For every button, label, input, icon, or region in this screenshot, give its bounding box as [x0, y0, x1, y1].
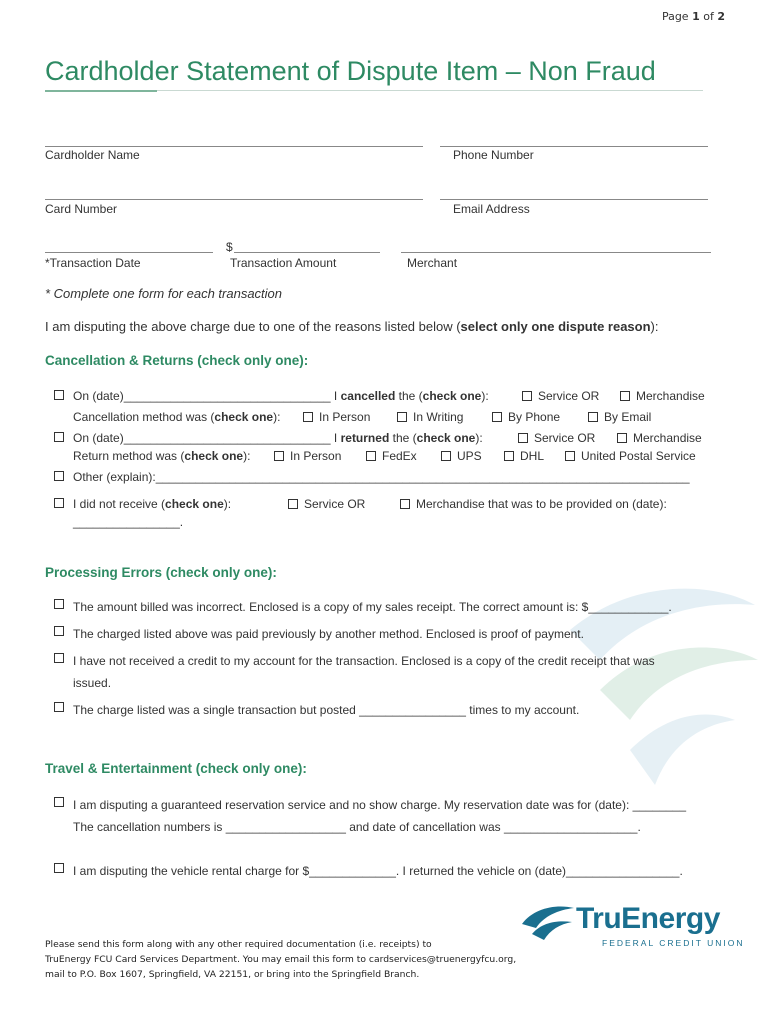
cancelled-line: On (date)_______________________________ I cancelled the (check one):: [73, 389, 489, 403]
other-checkbox[interactable]: [54, 471, 64, 481]
cardholder-name-line[interactable]: [45, 146, 423, 147]
not-received-date-line: ________________.: [73, 515, 184, 529]
footer-line-2: TruEnergy FCU Card Services Department. You may email this form to cardservices@truenergyfcu.org,: [45, 954, 517, 965]
not-received-merchandise-option[interactable]: Merchandise that was to be provided on (date):: [400, 497, 667, 511]
by-email-checkbox[interactable]: [588, 412, 598, 422]
cancelled-service-option[interactable]: Service OR: [522, 389, 599, 403]
cancellation-returns-heading: Cancellation & Returns (check only one):: [45, 353, 309, 368]
credit-not-received-checkbox[interactable]: [54, 653, 64, 663]
returned-line: On (date)_______________________________ I returned the (check one):: [73, 431, 483, 445]
complete-one-form-note: * Complete one form for each transaction: [45, 286, 283, 301]
by-phone-checkbox[interactable]: [492, 412, 502, 422]
vehicle-rental-checkbox[interactable]: [54, 863, 64, 873]
vehicle-rental-text: I am disputing the vehicle rental charge for $_____________. I returned the vehicle on (date)_________________.: [73, 864, 683, 878]
reservation-checkbox[interactable]: [54, 797, 64, 807]
not-received-line: I did not receive (check one):: [73, 497, 232, 511]
not-received-checkbox[interactable]: [54, 498, 64, 508]
cancelled-merchandise-option[interactable]: Merchandise: [620, 389, 705, 403]
footer-line-1: Please send this form along with any other required documentation (i.e. receipts) to: [45, 939, 432, 950]
dhl-checkbox[interactable]: [504, 451, 514, 461]
footer-instructions: [45, 937, 565, 982]
logo-swoosh-icon: [518, 902, 576, 942]
transaction-date-line[interactable]: [45, 252, 213, 253]
form-title: Cardholder Statement of Dispute Item – Non Fraud: [45, 56, 656, 86]
dispute-intro: I am disputing the above charge due to one of the reasons listed below (select only one dispute reason):: [45, 319, 659, 334]
posted-multiple-checkbox[interactable]: [54, 702, 64, 712]
transaction-amount-label: Transaction Amount: [230, 256, 337, 270]
return-method-label: Return method was (check one):: [73, 449, 251, 463]
credit-not-received-text: I have not received a credit to my account for the transaction. Enclosed is a copy of the credit receipt that was: [73, 654, 655, 668]
watermark-swoosh: [560, 560, 760, 795]
method-by-email[interactable]: By Email: [588, 410, 651, 424]
merchandise-checkbox[interactable]: [617, 433, 627, 443]
service-checkbox[interactable]: [288, 499, 298, 509]
phone-number-line[interactable]: [440, 146, 708, 147]
transaction-amount-line[interactable]: [234, 252, 380, 253]
in-person-checkbox[interactable]: [303, 412, 313, 422]
title-underline-accent: [45, 90, 157, 92]
return-ups[interactable]: UPS: [441, 449, 482, 463]
logo-subtitle: FEDERAL CREDIT UNION: [602, 938, 745, 948]
merchant-label: Merchant: [407, 256, 458, 270]
returned-merchandise-option[interactable]: Merchandise: [617, 431, 702, 445]
method-in-writing[interactable]: In Writing: [397, 410, 463, 424]
cancellation-method-label: Cancellation method was (check one):: [73, 410, 281, 424]
return-in-person[interactable]: In Person: [274, 449, 341, 463]
in-person-checkbox[interactable]: [274, 451, 284, 461]
in-writing-checkbox[interactable]: [397, 412, 407, 422]
footer-line-3: mail to P.O. Box 1607, Springfield, VA 22151, or bring into the Springfield Branch.: [45, 969, 420, 980]
cancellation-numbers-text: The cancellation numbers is __________________ and date of cancellation was ____________________.: [73, 820, 641, 834]
merchandise-checkbox[interactable]: [400, 499, 410, 509]
card-number-line[interactable]: [45, 199, 423, 200]
posted-multiple-text: The charge listed was a single transaction but posted ________________ times to my account.: [73, 703, 580, 717]
service-checkbox[interactable]: [522, 391, 532, 401]
logo-name: TruEnergy: [576, 902, 720, 935]
email-address-label: Email Address: [453, 202, 530, 216]
phone-number-label: Phone Number: [453, 148, 534, 162]
return-dhl[interactable]: DHL: [504, 449, 544, 463]
return-usps[interactable]: United Postal Service: [565, 449, 696, 463]
transaction-date-label: *Transaction Date: [45, 256, 141, 270]
amount-incorrect-text: The amount billed was incorrect. Enclosed is a copy of my sales receipt. The correct amount is: $____________.: [73, 600, 672, 614]
paid-previously-checkbox[interactable]: [54, 626, 64, 636]
returned-checkbox[interactable]: [54, 432, 64, 442]
travel-entertainment-heading: Travel & Entertainment (check only one):: [45, 761, 307, 776]
card-number-label: Card Number: [45, 202, 118, 216]
email-address-line[interactable]: [440, 199, 708, 200]
reservation-text: I am disputing a guaranteed reservation service and no show charge. My reservation date was for (date): ________: [73, 798, 687, 812]
other-explain-line: Other (explain):________________________________________________________________________________: [73, 470, 690, 484]
usps-checkbox[interactable]: [565, 451, 575, 461]
method-in-person[interactable]: In Person: [303, 410, 370, 424]
ups-checkbox[interactable]: [441, 451, 451, 461]
processing-errors-heading: Processing Errors (check only one):: [45, 565, 277, 580]
page-number: Page 1 of 2: [661, 10, 725, 23]
amount-incorrect-checkbox[interactable]: [54, 599, 64, 609]
dollar-sign: $: [226, 240, 233, 254]
return-fedex[interactable]: FedEx: [366, 449, 417, 463]
service-checkbox[interactable]: [518, 433, 528, 443]
returned-service-option[interactable]: Service OR: [518, 431, 595, 445]
credit-not-received-cont: issued.: [73, 676, 112, 690]
cancelled-checkbox[interactable]: [54, 390, 64, 400]
merchant-line[interactable]: [401, 252, 711, 253]
paid-previously-text: The charged listed above was paid previously by another method. Enclosed is proof of payment.: [73, 627, 584, 641]
fedex-checkbox[interactable]: [366, 451, 376, 461]
method-by-phone[interactable]: By Phone: [492, 410, 560, 424]
cardholder-name-label: Cardholder Name: [45, 148, 140, 162]
not-received-service-option[interactable]: Service OR: [288, 497, 365, 511]
merchandise-checkbox[interactable]: [620, 391, 630, 401]
